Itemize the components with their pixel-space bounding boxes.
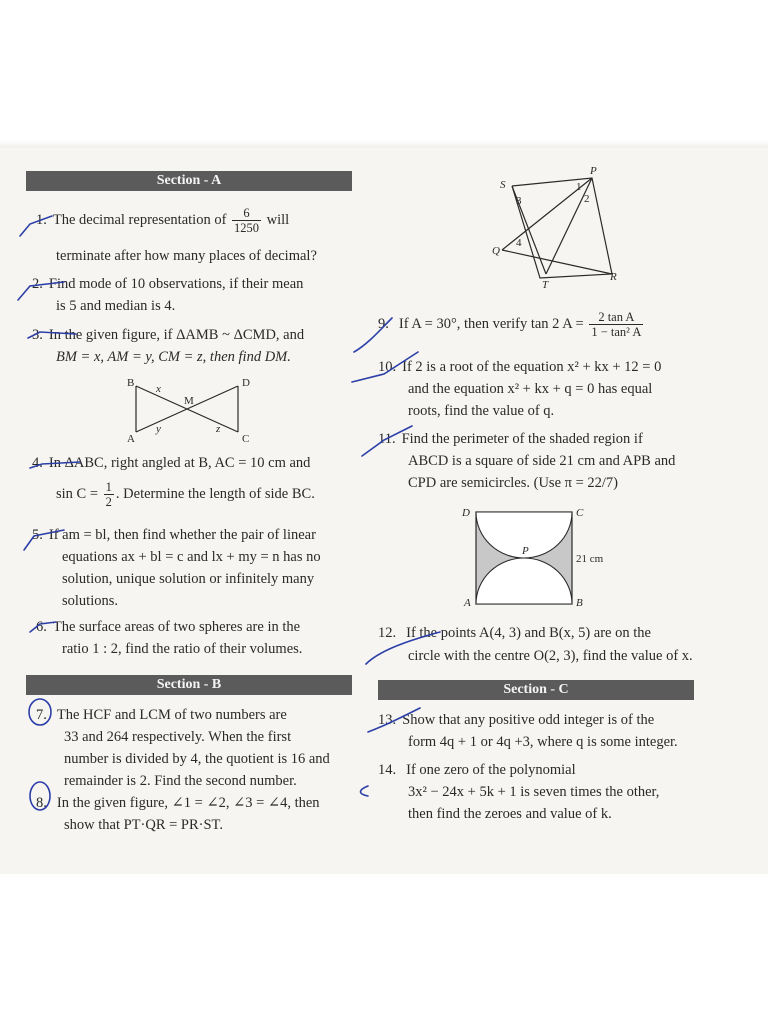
question-text: In the given figure, ∠1 = ∠2, ∠3 = ∠4, then [56, 795, 320, 811]
question-number: 11. [378, 431, 396, 447]
question-11-line2: ABCD is a square of side 21 cm and APB and [408, 453, 676, 469]
label-d: D [242, 377, 250, 389]
label-c: C [576, 507, 584, 519]
question-text: If A = 30°, then verify tan 2 A = [398, 315, 584, 332]
question-10-line3: roots, find the value of q. [408, 403, 555, 419]
tick-mark-q5 [24, 530, 64, 550]
label-a: A [464, 597, 471, 609]
question-10-line2: and the equation x² + kx + q = 0 has equal [408, 381, 653, 397]
circle-mark-q7 [29, 699, 51, 725]
label-a: A [127, 433, 135, 445]
question-number: 12. [378, 625, 397, 641]
question-number: 2. [32, 276, 43, 292]
label-c: C [242, 433, 250, 445]
tick-mark-q10 [352, 352, 418, 382]
question-number: 1. [36, 211, 47, 228]
section-c-header: Section - C [378, 680, 694, 700]
tick-mark-q6 [30, 622, 56, 632]
question-11-line3: CPD are semicircles. (Use π = 22/7) [408, 475, 618, 491]
question-text: The surface areas of two spheres are in the [52, 619, 301, 635]
question-number: 3. [32, 327, 43, 343]
question-text: If the points A(4, 3) and B(x, 5) are on the [406, 625, 651, 641]
label-angle-1: 1 [576, 181, 582, 193]
question-text: sin C = [56, 485, 99, 502]
label-angle-4: 4 [516, 237, 522, 249]
question-number: 9. [378, 315, 389, 332]
question-1-line2: terminate after how many places of decimal? [56, 248, 317, 264]
label-z: z [216, 423, 221, 435]
question-text: If one zero of the polynomial [406, 762, 576, 778]
label-x: x [156, 383, 161, 395]
question-14-line3: then find the zeroes and value of k. [408, 806, 612, 822]
question-text: If 2 is a root of the equation x² + kx + 12 = 0 [402, 359, 662, 375]
fraction-denominator: 1250 [234, 221, 260, 235]
question-text: In the given figure, if ΔAMB ~ ΔCMD, and [48, 327, 305, 343]
label-r: R [610, 271, 617, 283]
label-p: P [522, 545, 529, 557]
question-text: In ΔABC, right angled at B, AC = 10 cm and [48, 455, 311, 471]
question-5-line4: solutions. [62, 593, 118, 609]
label-q: Q [492, 245, 500, 257]
question-number: 13. [378, 712, 397, 728]
question-7-line4: remainder is 2. Find the second number. [64, 773, 297, 789]
question-2-line2: is 5 and median is 4. [56, 298, 176, 314]
circle-mark-q8 [30, 782, 50, 810]
label-angle-3: 3 [516, 195, 522, 207]
label-angle-2: 2 [584, 193, 590, 205]
question-13-line2: form 4q + 1 or 4q +3, where q is some integer. [408, 734, 678, 750]
question-number: 6. [36, 619, 47, 635]
label-b: B [576, 597, 583, 609]
question-7-line2: 33 and 264 respectively. When the first [64, 729, 292, 745]
tick-mark-q12 [366, 632, 440, 664]
question-text: If am = bl, then find whether the pair of linear [48, 527, 316, 543]
fraction-denominator: 2 [105, 495, 112, 509]
fraction-numerator: 6 [232, 206, 261, 221]
label-side: 21 cm [576, 553, 604, 565]
label-y: y [156, 423, 161, 435]
question-number: 8. [36, 795, 47, 811]
label-m: M [184, 395, 194, 407]
question-number: 10. [378, 359, 397, 375]
fraction-numerator: 1 [105, 480, 112, 494]
tick-mark-q1 [20, 216, 52, 236]
question-text: The decimal representation of [52, 211, 227, 228]
question-number: 5. [32, 527, 43, 543]
question-5-line3: solution, unique solution or infinitely many [62, 571, 315, 587]
question-5-line2: equations ax + bl = c and lx + my = n has no [62, 549, 321, 565]
question-14-line2: 3x² − 24x + 5k + 1 is seven times the other, [408, 784, 660, 800]
fraction-numerator: 2 tan A [589, 310, 643, 325]
tick-mark-q11 [362, 426, 412, 456]
label-d: D [462, 507, 470, 519]
question-text: Find the perimeter of the shaded region if [401, 431, 643, 447]
question-6-line2: ratio 1 : 2, find the ratio of their volumes. [62, 641, 303, 657]
question-text: The HCF and LCM of two numbers are [56, 707, 287, 723]
tick-mark-q4 [30, 462, 80, 468]
question-number: 7. [36, 707, 47, 723]
question-text: Show that any positive odd integer is of the [402, 712, 655, 728]
question-12-line2: circle with the centre O(2, 3), find the value of x. [408, 648, 693, 664]
section-a-header: Section - A [26, 171, 352, 191]
section-b-header: Section - B [26, 675, 352, 695]
tick-mark-q3 [28, 332, 76, 338]
question-7-line3: number is divided by 4, the quotient is 16 and [64, 751, 330, 767]
question-number: 4. [32, 455, 43, 471]
question-text: Find mode of 10 observations, if their mean [48, 276, 304, 292]
bracket-mark-q14 [361, 786, 369, 796]
question-3-line2: BM = x, AM = y, CM = z, then find DM. [56, 349, 291, 365]
question-text: . Determine the length of side BC. [115, 485, 315, 502]
label-b: B [127, 377, 135, 389]
tick-mark-q13 [368, 708, 420, 732]
question-number: 14. [378, 762, 397, 778]
label-s: S [500, 179, 506, 191]
fraction-denominator: 1 − tan² A [591, 325, 642, 339]
label-t: T [542, 279, 549, 291]
question-8-line2: show that PT·QR = PR·ST. [64, 817, 223, 833]
tick-mark-q2 [18, 282, 64, 300]
label-p: P [590, 165, 597, 177]
question-text: will [266, 211, 290, 228]
tick-mark-q9 [354, 315, 392, 352]
